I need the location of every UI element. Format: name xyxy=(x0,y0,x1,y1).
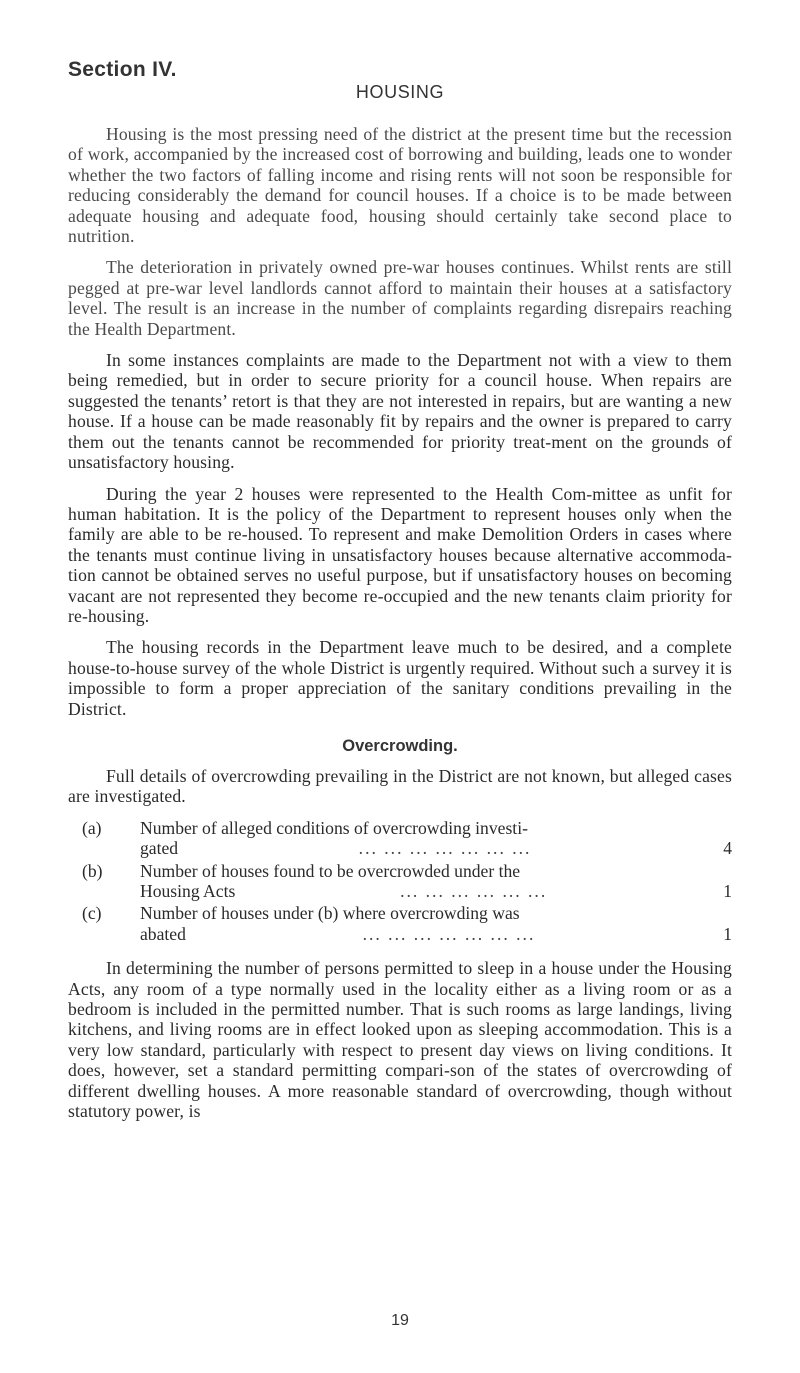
item-value: 4 xyxy=(723,838,732,859)
list-item xyxy=(68,861,732,902)
leader-dots: ... ... ... ... ... ... ... xyxy=(358,838,532,859)
leader-dots: ... ... ... ... ... ... xyxy=(400,881,548,901)
item-value: 1 xyxy=(723,923,732,944)
paragraph-1: Housing is the most pressing need of the district at the present time but the recession of work, accompanied by the increased cost of borrowing and building, leads one to wonder whether the two factors of falling income and rising rents will not soon be responsible for reducing considerably the demand for council houses. If a choice is to be made between adequate housing and adequate food, housing should certainly take second place to nutrition. xyxy=(68,124,732,247)
document-body xyxy=(68,124,732,1132)
overcrowding-heading: Overcrowding. xyxy=(342,736,458,755)
item-label: abated xyxy=(140,923,186,944)
item-text: Number of houses found to be overcrowded under the xyxy=(140,860,521,881)
list-item xyxy=(68,818,732,859)
paragraph-4: During the year 2 houses were represented to the Health Com-mittee as unfit for human habitation. It is the policy of the Department to represent houses only when the family are able to be re-housed. To represent and make Demolition Orders in cases where the tenants must continue living in unsatisfactory houses because alternative accommoda-tion cannot be obtained serves no useful purpose, but if unsatisfactory houses on becoming vacant are not represented they become re-occupied and the new tenants claim priority for re-housing. xyxy=(68,483,732,626)
paragraph-5: The housing records in the Department leave much to be desired, and a complete house-to-house survey of the whole District is urgently required. Without such a survey it is impossible to form a proper appreciation of the sanitary conditions prevailing in the District. xyxy=(68,637,732,719)
item-label: gated xyxy=(140,838,179,859)
item-marker: (b) xyxy=(82,860,103,881)
page-title: HOUSING xyxy=(355,82,445,102)
item-text: Number of houses under (b) where overcrowding was xyxy=(140,903,520,924)
section-label: Section IV. xyxy=(68,58,177,81)
item-marker: (a) xyxy=(82,817,102,838)
paragraph-2: The deterioration in privately owned pre-war houses continues. Whilst rents are still pegged at pre-war level landlords cannot afford to maintain their houses at a satisfactory level. The result is an increase in the number of complaints regarding disrepairs reaching the Health Department. xyxy=(68,257,732,339)
page-number: 19 xyxy=(391,1312,409,1329)
item-text: Number of alleged conditions of overcrowding investi- xyxy=(140,817,528,838)
list-item xyxy=(68,903,732,944)
overcrowding-list xyxy=(68,818,732,944)
closing-paragraph: In determining the number of persons permitted to sleep in a house under the Housing Acts, any room of a type normally used in the locality either as a living room or as a bedroom is included in the permitted number. That is such rooms as large landings, living kitchens, and living rooms are in effect looked upon as sleeping accommodation. This is a very low standard, particularly with respect to present day views on living conditions. It does, however, set a standard permitting compari-son of the states of overcrowding of different dwelling houses. A more reasonable standard of overcrowding, though without statutory power, is xyxy=(68,958,732,1122)
item-label: Housing Acts xyxy=(140,881,236,901)
overcrowding-intro: Full details of overcrowding prevailing in the District are not known, but alleged cases are investigated. xyxy=(68,765,732,807)
item-marker: (c) xyxy=(82,903,102,924)
item-value: 1 xyxy=(723,881,732,901)
leader-dots: ... ... ... ... ... ... ... xyxy=(362,923,536,944)
paragraph-3: In some instances complaints are made to the Department not with a view to them being remedied, but in order to secure priority for a council house. When repairs are suggested the tenants’ retort is that they are not interested in repairs, but are wanting a new house. If a house can be made reasonably fit by repairs and the owner is prepared to carry them out the tenants cannot be recommended for priority treat-ment on the grounds of unsatisfactory housing. xyxy=(68,350,732,473)
